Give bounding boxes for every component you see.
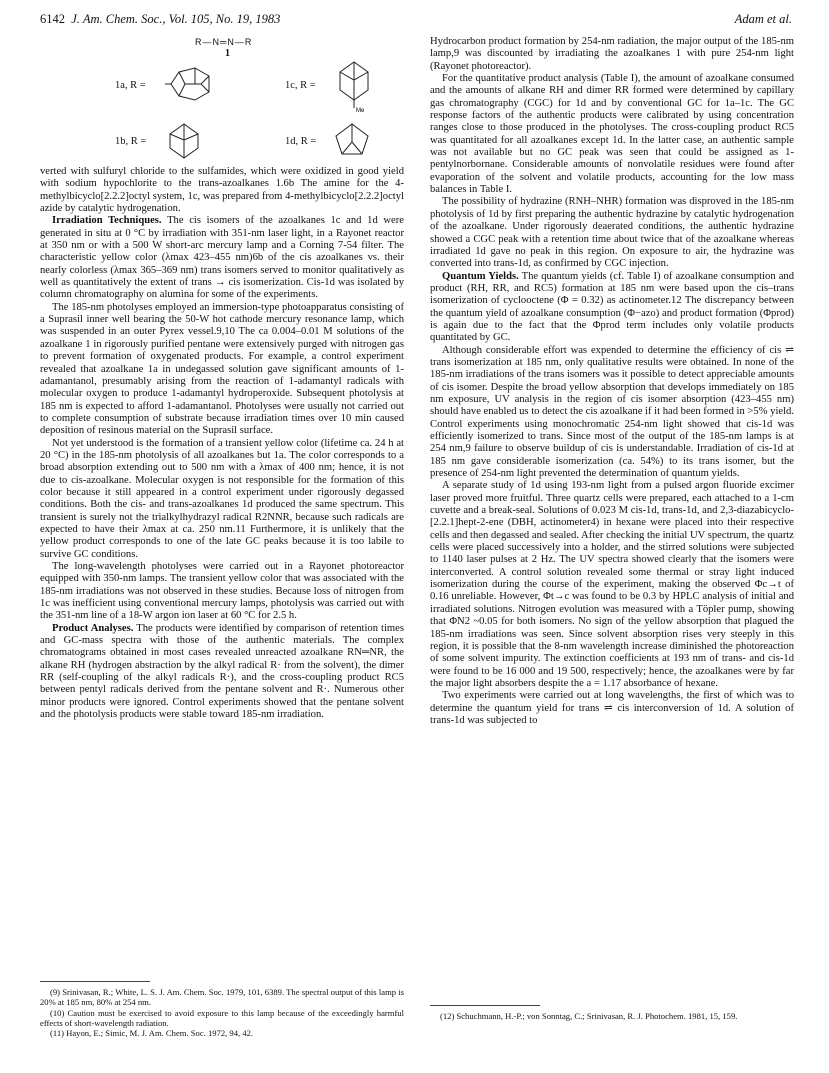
left-column <box>40 36 404 721</box>
paragraph: A separate study of 1d using 193-nm light from a pulsed argon fluoride excimer laser proved more fruitful. Three quartz cells were prepared, each attached to a 1-cm cuvette and a break-seal. Solutions of 0.023 M cis-1d, trans-1d, and 2,3-diazabicyclo-[2.2.1]hept-2-ene (DBH, actinometer4) in hexane were placed into their respective cells and then degassed and sealed. After checking the initial UV spectrum, the quartz cells were placed successively into a holder, and the stirred solutions were subjected to 1140 laser pulses at 2 Hz. The UV spectra showed clearly that the isomers were interconverted. A control solution revealed some thermal or stray light induced isomerization during the course of the experiment, making the observed Φc→t of 0.16 unreliable. However, Φt→c was found to be 0.3 by HPLC analysis of initial and irradiated solutions. Nitrogen evolution was measured with a Töpler pump, showing that ΦN2 ~0.05 for both isomers. No sign of the yellow absorption that plagued the 185-nm irradiations was seen. Since solvent absorption rises very steeply in this region, it is possible that the 8-nm wavelength increase diminished the photoreaction of some solvent impurity. The extinction coefficients at 193 nm of trans- and cis-1d were found to be 16 000 and 19 500, respectively; hence, the azoalkanes were by far the major light absorbers despite the a = 1.17 absorbance of hexane. <box>430 480 794 689</box>
azoalkane-formula: R—N═N—R <box>195 37 253 47</box>
paragraph: The possibility of hydrazine (RNH–NHR) formation was disproved in the 185-nm photolysis of 1d by first preparing the authentic hydrazine by catalytic hydrogenation of the azoalkane. Under rigorously deaerated conditions, the authentic hydrazine showed a CGC peak with a retention time about twice that of the azoalkane whereas irradiated 1d gave no peak in this region. On exposure to air, the hydrazine was converted into trans-1d, as confirmed by CGC injection. <box>430 196 794 270</box>
footnote: (11) Hayon, E.; Simic, M. J. Am. Chem. Soc. 1972, 94, 42. <box>50 1028 254 1039</box>
structure-scheme <box>40 36 404 166</box>
label-1c: 1c, R = <box>285 80 316 91</box>
bicyclooctyl-structure <box>162 120 206 162</box>
footnote: (12) Schuchmann, H.-P.; von Sonntag, C.; Srinivasan, R. J. Photochem. 1981, 15, 159. <box>440 1011 738 1021</box>
paragraph: The 185-nm photolyses employed an immersion-type photoapparatus consisting of a Suprasil inner well bearing the 50-W hot cathode mercury resonance lamp, which was suspended in an outer Pyrex vessel.9,10 The ca 0.004–0.01 M solutions of the azoalkane 1 in rigorously purified pentane were extensively purged with nitrogen gas to prevent formation of oxygenated products. For example, a control experiment revealed that azoalkane 1a in undegassed solution gave significant amounts of 1-adamantanol, presumably arising from the reaction of 1-adamantyl radicals with molecular oxygen to produce 1-adamantyl hydroperoxide. Subsequent photolysis at 185 nm is expected to afford 1-adamantanol. Photolyses were usually not carried out to complete consumption of substrate because irradiation times over 10 min caused deposition of resinous material on the Suprasil surface. <box>40 301 404 437</box>
paragraph: verted with sulfuryl chloride to the sulfamides, which were oxidized in good yield with sodium hypochlorite to the trans-azoalkanes 1.6b The amine for the 4-methylbicyclo[2.2.2]octyl system, 1c, was prepared from 4-methylbicyclo[2.2.2]octyl azide by catalytic hydrogenation. <box>40 166 404 215</box>
paragraph: Two experiments were carried out at long wavelengths, the first of which was to determine the quantum yield for trans ⇌ cis interconversion of 1d. A solution of trans-1d was subjected to <box>430 690 794 726</box>
paragraph: Not yet understood is the formation of a transient yellow color (lifetime ca. 24 h at 20 °C) in the 185-nm photolysis of all azoalkanes but 1a. The color corresponds to a broad absorption extending out to 500 nm with a λmax of 400 nm; hence, it is not due to cis-azoalkane. Molecular oxygen is not responsible for the formation of this color because it still appeared in a control experiment under rigorously degassed conditions. Both the cis- and trans-azoalkanes 1d produced the same spectrum. This transient is surely not the trialkylhydrazyl radical R2NNR, because such radicals are expected to have their λmax at ca. 250 nm.11 Furthermore, it is unlikely that the yellow product corresponds to one of the late GC peaks because it is too labile to survive GC conditions. <box>40 437 404 560</box>
footnote-rule <box>40 981 150 982</box>
right-column <box>430 36 794 727</box>
label-1d: 1d, R = <box>285 136 317 147</box>
footnote-rule <box>430 1005 540 1006</box>
paragraph: The quantum yields (cf. Table I) of azoalkane consumption and product (RH, RR, and RC5) formation at 185 nm were based upon the cis–trans isomerization of cyclooctene (Φ = 0.32) as actinometer.12 The discrepancy between the quantum yield of azoalkane consumption (Φ−azo) and product formation (Φprod) is again due to the fact that the Φprod term includes only volatile products quantitated by GC. <box>430 270 794 344</box>
methyl-label: Me <box>356 108 365 114</box>
paragraph: Hydrocarbon product formation by 254-nm radiation, the major output of the 185-nm lamp,9 was discounted by irradiating the azoalkanes 1 with pure 254-nm light (Rayonet photoreactor). <box>430 36 794 72</box>
paragraph: The products were identified by comparison of retention times and GC-mass spectra with those of the authentic materials. The complex chromatograms obtained in most cases revealed unreacted azoalkane RN═NR, the alkane RH (hydrogen abstraction by the alkyl radical R· from the solvent), the dimer RR (self-coupling of the alkyl radicals R·), and the cross-coupling product RC5 between pentyl radicals derived from the pentane solvent and R·. Numerous other minor products were ignored. Control experiments showed that the pentane solvent and the photolysis products were stable toward 185-nm irradiation. <box>40 622 404 721</box>
footnote: (10) Caution must be exercised to avoid exposure to this lamp because of the exceedingly harmful effects of short-wavelength radiation. <box>40 1007 404 1028</box>
paragraph: The cis isomers of the azoalkanes 1c and 1d were generated in situ at 0 °C by irradiation with 351-nm laser light, in a Rayonet reactor at 350 nm or with a 500 W short-arc mercury lamp and a Corning 7-54 filter. The characteristic yellow color (λmax 423–455 nm)6b of the cis azoalkanes vs. their nearly colorless (λmax 365–369 nm) trans isomers served to monitor qualitatively as well as quantitatively the extent of trans → cis isomerization. Cis-1d was isolated by column chromatography on alumina for some of the experiments. <box>40 215 404 301</box>
paragraph: For the quantitative product analysis (Table I), the amount of azoalkane consumed and the amounts of alkane RH and dimer RR formed were determined by capillary gas chromatography (CGC) for 1d and by conventional GC for 1a–1c. The GC response factors of the authentic products were calibrated by using concentration ranges close to those produced in the photolyses. The cross-coupling product RC5 was quantitated for all azoalkanes except 1d. In the latter case, an authentic sample was not available but no GC peak was seen that could be assigned as 1-pentylnorbornane. Considerable amounts of nonvolatile residues were found after evaporation of the solvent and volatile products, accounting for the low mass balances in Table I. <box>430 73 794 196</box>
norbornyl-structure <box>330 120 374 162</box>
running-authors: Adam et al. <box>734 12 792 26</box>
paragraph: The long-wavelength photolyses were carried out in a Rayonet photoreactor equipped with 350-nm lamps. The transient yellow color that was associated with the 185-nm irradiations was not observed in these studies. Because loss of nitrogen from 1c was inefficient using conventional mercury lamps, photolysis was carried out with the 351-nm line of a 18-W argon ion laser at 60 °C for 2.5 h. <box>40 561 404 622</box>
compound-number: 1 <box>225 48 230 59</box>
journal-citation: J. Am. Chem. Soc., Vol. 105, No. 19, 1983 <box>71 12 281 26</box>
section-heading: Product Analyses. <box>52 622 134 634</box>
paragraph: Although considerable effort was expended to determine the efficiency of cis ⇌ trans isomerization at 185 nm, only qualitative results were obtained. In none of the 185-nm irradiations of the trans isomers was it possible to detect appreciable amounts of cis isomer. Despite the broad yellow absorption that develops immediately on 185 nm exposure, UV analysis in the region of cis isomer absorption (423–455 nm) should have enabled us to detect the cis azoalkane if it had been formed in >5% yield. Control experiments using monochromatic 254-nm light showed that cis-1d was efficiently isomerized to trans. Since most of the output of the 185-nm lamps is at 254 nm,9 failure to observe buildup of cis is understandable. Irradiation of cis-1d at 185 nm gave considerable isomerization (ca. 54%) to its trans isomer, but the presence of 254-nm light prevented the determination of quantum yields. <box>430 344 794 480</box>
page-number: 6142 <box>40 12 65 26</box>
left-footnotes <box>40 987 404 1038</box>
adamantyl-structure <box>165 62 217 106</box>
section-heading: Irradiation Techniques. <box>52 215 162 227</box>
methylbicyclooctyl-structure <box>330 58 378 114</box>
label-1b: 1b, R = <box>115 136 147 147</box>
section-heading: Quantum Yields. <box>442 270 519 282</box>
label-1a: 1a, R = <box>115 80 146 91</box>
page-header <box>40 12 792 28</box>
right-footnotes <box>430 1011 794 1021</box>
footnote: (9) Srinivasan, R.; White, L. S. J. Am. Chem. Soc. 1979, 101, 6389. The spectral output of this lamp is 20% at 185 nm, 80% at 254 nm. <box>40 987 404 1008</box>
